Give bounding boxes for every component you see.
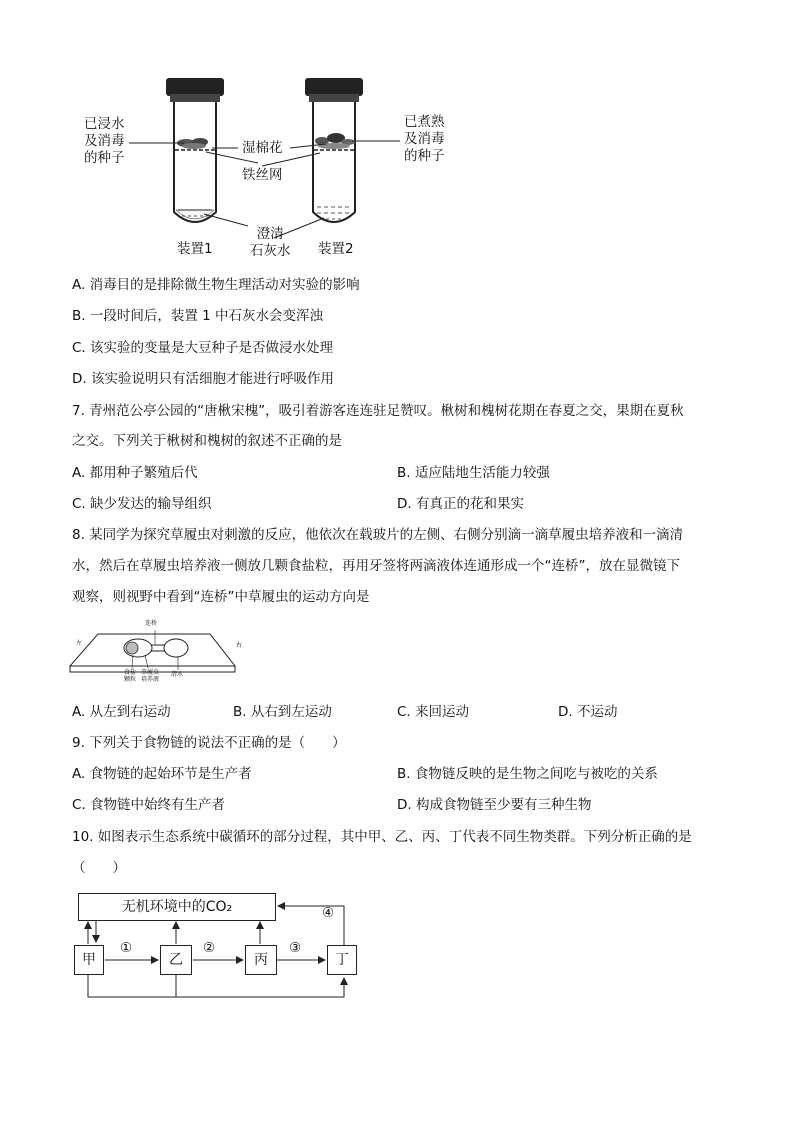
q9-option-c: C. 食物链中始终有生产者 bbox=[72, 797, 226, 813]
arrow-label-2: ② bbox=[203, 940, 216, 956]
left-label: 左 bbox=[76, 640, 83, 647]
node-jia: 甲 bbox=[74, 945, 104, 975]
q7-option-a: A. 都用种子繁殖后代 bbox=[72, 465, 198, 481]
q9-option-a: A. 食物链的起始环节是生产者 bbox=[72, 766, 252, 782]
q7-stem-line: 7. 青州范公亭公园的“唐楸宋槐”，吸引着游客连连驻足赞叹。楸树和槐树花期在春夏之交，果期在夏秋 bbox=[72, 403, 684, 419]
salt-label-line: 颗粒 bbox=[124, 676, 137, 683]
q9-stem: 9. 下列关于食物链的说法不正确的是（ ） bbox=[72, 735, 346, 751]
q9-option-d: D. 构成食物链至少要有三种生物 bbox=[397, 797, 592, 813]
salt-label-line: 食盐 bbox=[124, 669, 137, 676]
node-yi: 乙 bbox=[160, 945, 192, 975]
limewater-label-line: 石灰水 bbox=[250, 243, 291, 259]
q8-option-b: B. 从右到左运动 bbox=[233, 704, 332, 720]
q8-option-a: A. 从左到右运动 bbox=[72, 704, 171, 720]
right-seed-label bbox=[404, 114, 445, 165]
q7-option-c: C. 缺少发达的输导组织 bbox=[72, 496, 212, 512]
left-seed-label bbox=[84, 116, 125, 167]
bridge-label: 连桥 bbox=[145, 620, 158, 627]
limewater-label-line: 澄清 bbox=[256, 226, 284, 242]
q8-stem-line: 观察，则视野中看到“连桥”中草履虫的运动方向是 bbox=[72, 589, 370, 605]
q8-option-d: D. 不运动 bbox=[558, 704, 618, 720]
culture-label-line: 草履虫 bbox=[141, 669, 160, 676]
right-label: 右 bbox=[236, 642, 243, 649]
mesh-label: 铁丝网 bbox=[242, 167, 283, 183]
culture-label-line: 培养液 bbox=[141, 676, 160, 683]
q6-option-c: C. 该实验的变量是大豆种子是否做浸水处理 bbox=[72, 340, 334, 356]
slide-drawing bbox=[0, 615, 794, 695]
node-bing: 丙 bbox=[245, 945, 277, 975]
arrow-label-4: ④ bbox=[322, 905, 335, 921]
q8-stem-line: 8. 某同学为探究草履虫对刺激的反应，他依次在载玻片的左侧、右侧分别滴一滴草履虫培养液和一滴清 bbox=[72, 527, 684, 543]
q6-option-a: A. 消毒目的是排除微生物生理活动对实验的影响 bbox=[72, 277, 360, 293]
q10-stem-line: （ ） bbox=[72, 860, 126, 876]
left-seed-label-line: 的种子 bbox=[84, 150, 125, 166]
node-ding: 丁 bbox=[327, 945, 357, 975]
co2-box: 无机环境中的CO₂ bbox=[78, 893, 276, 921]
device-1-label: 装置1 bbox=[177, 241, 213, 257]
tube-1 bbox=[166, 78, 224, 222]
q7-option-b: B. 适应陆地生活能力较强 bbox=[397, 465, 550, 481]
right-seed-label-line: 已煮熟 bbox=[404, 114, 445, 130]
q6-option-b: B. 一段时间后，装置 1 中石灰水会变浑浊 bbox=[72, 308, 324, 324]
left-seed-label-line: 及消毒 bbox=[84, 133, 125, 149]
arrow-label-1: ① bbox=[120, 940, 133, 956]
salt-label bbox=[124, 669, 136, 683]
tube-2 bbox=[305, 78, 363, 222]
q10-stem-line: 10. 如图表示生态系统中碳循环的部分过程，其中甲、乙、丙、丁代表不同生物类群。下列分析正确的是 bbox=[72, 829, 692, 845]
arrow-label-3: ③ bbox=[289, 940, 302, 956]
q6-option-d: D. 该实验说明只有活细胞才能进行呼吸作用 bbox=[72, 371, 334, 387]
water-label: 清水 bbox=[171, 671, 184, 678]
limewater-label bbox=[250, 226, 291, 260]
right-seed-label-line: 的种子 bbox=[404, 148, 445, 164]
q8-option-c: C. 来回运动 bbox=[397, 704, 470, 720]
culture-label bbox=[141, 669, 159, 683]
left-seed-label-line: 已浸水 bbox=[84, 116, 125, 132]
cotton-label: 湿棉花 bbox=[242, 140, 283, 156]
right-seed-label-line: 及消毒 bbox=[404, 131, 445, 147]
q7-stem-line: 之交。下列关于楸树和槐树的叙述不正确的是 bbox=[72, 433, 342, 449]
q9-option-b: B. 食物链反映的是生物之间吃与被吃的关系 bbox=[397, 766, 658, 782]
device-2-label: 装置2 bbox=[318, 241, 354, 257]
q7-option-d: D. 有真正的花和果实 bbox=[397, 496, 524, 512]
q8-stem-line: 水，然后在草履虫培养液一侧放几颗食盐粒，再用牙签将两滴液体连通形成一个“连桥”，放在显微镜下 bbox=[72, 558, 680, 574]
